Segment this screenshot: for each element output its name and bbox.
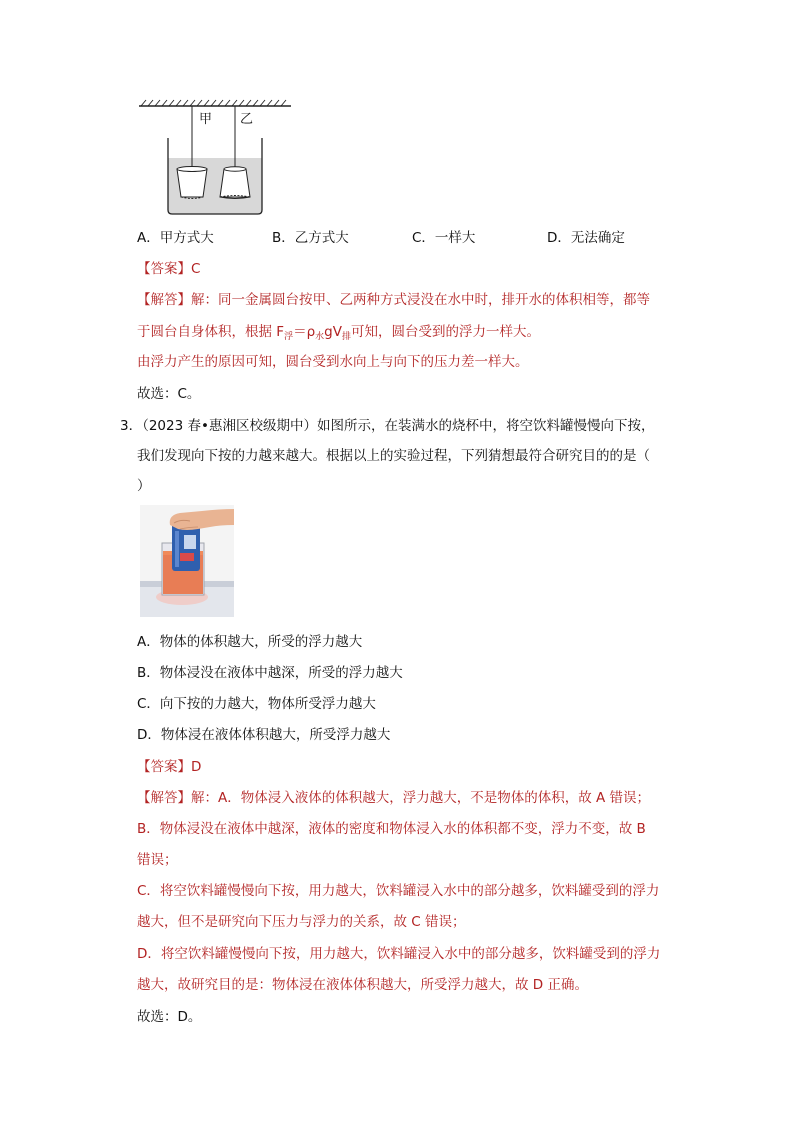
figure-label-jia: 甲 [199, 112, 213, 127]
answer-value: C [191, 261, 201, 277]
q3-option-b: B．物体浸没在液体中越深，所受的浮力越大 [137, 665, 403, 681]
analysis-text: 可知，圆台受到的浮力一样大。 [351, 324, 540, 340]
q3-stem-line-2: 我们发现向下按的力越来越大。根据以上的实验过程，下列猜想最符合研究目的的是（ [137, 448, 650, 464]
q2-analysis-line-1 [137, 290, 650, 310]
q3-analysis-line-3: 错误； [137, 852, 178, 868]
q3-option-d: D．物体浸在液体体积越大，所受浮力越大 [137, 727, 391, 743]
q3-analysis-line-1 [137, 788, 650, 808]
analysis-text: 解：A．物体浸入液体的体积越大，浮力越大，不是物体的体积，故 A 错误； [191, 790, 651, 806]
subscript-shui: 水 [315, 332, 325, 342]
q2-option-d: D．无法确定 [547, 230, 625, 246]
can-in-beaker-photo [140, 505, 234, 617]
analysis-tag: 【解答】 [137, 292, 191, 308]
q3-conclusion: 故选：D。 [137, 1009, 202, 1025]
q3-analysis-line-4: C．将空饮料罐慢慢向下按，用力越大，饮料罐浸入水中的部分越多，饮料罐受到的浮力 [137, 883, 660, 899]
analysis-text: 解：同一金属圆台按甲、乙两种方式浸没在水中时，排开水的体积相等，都等 [191, 292, 650, 308]
q2-option-c: C．一样大 [412, 230, 476, 246]
q3-analysis-line-6: D．将空饮料罐慢慢向下按，用力越大，饮料罐浸入水中的部分越多，饮料罐受到的浮力 [137, 946, 661, 962]
question-stem: 如图所示，在装满水的烧杯中，将空饮料罐慢慢向下按， [316, 418, 655, 434]
q2-option-a: A．甲方式大 [137, 230, 214, 246]
subscript-fu: 浮 [284, 332, 294, 342]
answer-tag: 【答案】 [137, 759, 191, 775]
q2-option-b: B．乙方式大 [272, 230, 349, 246]
analysis-tag: 【解答】 [137, 790, 191, 806]
q2-analysis-line-2 [137, 322, 540, 344]
subscript-pai: 排 [341, 332, 351, 342]
q3-option-c: C．向下按的力越大，物体所受浮力越大 [137, 696, 376, 712]
question-source: （2023 春•惠湘区校级期中） [142, 418, 317, 434]
answer-tag: 【答案】 [137, 261, 191, 277]
q3-option-a: A．物体的体积越大，所受的浮力越大 [137, 634, 363, 650]
answer-value: D [191, 759, 202, 775]
q3-analysis-line-5: 越大，但不是研究向下压力与浮力的关系，故 C 错误； [137, 914, 466, 930]
q2-conclusion: 故选：C。 [137, 386, 201, 402]
analysis-text: 于圆台自身体积，根据 F [137, 324, 285, 340]
q3-analysis-line-7: 越大，故研究目的是：物体浸在液体体积越大，所受浮力越大，故 D 正确。 [137, 977, 588, 993]
formula-part: ＝ρ [293, 324, 316, 340]
figure-label-yi: 乙 [240, 112, 254, 127]
question-number: 3． [120, 418, 143, 434]
q3-stem-line-3: ） [137, 478, 151, 494]
q3-answer [137, 757, 201, 777]
formula-part: gV [324, 324, 342, 340]
q3-analysis-line-2: B．物体浸没在液体中越深，液体的密度和物体浸入水的体积都不变，浮力不变，故 B [137, 821, 646, 837]
q2-answer [137, 259, 200, 279]
q2-analysis-line-3: 由浮力产生的原因可知，圆台受到水向上与向下的压力差一样大。 [137, 354, 529, 370]
buoyancy-frustum-figure [135, 96, 295, 218]
q3-stem-line-1 [120, 416, 654, 436]
